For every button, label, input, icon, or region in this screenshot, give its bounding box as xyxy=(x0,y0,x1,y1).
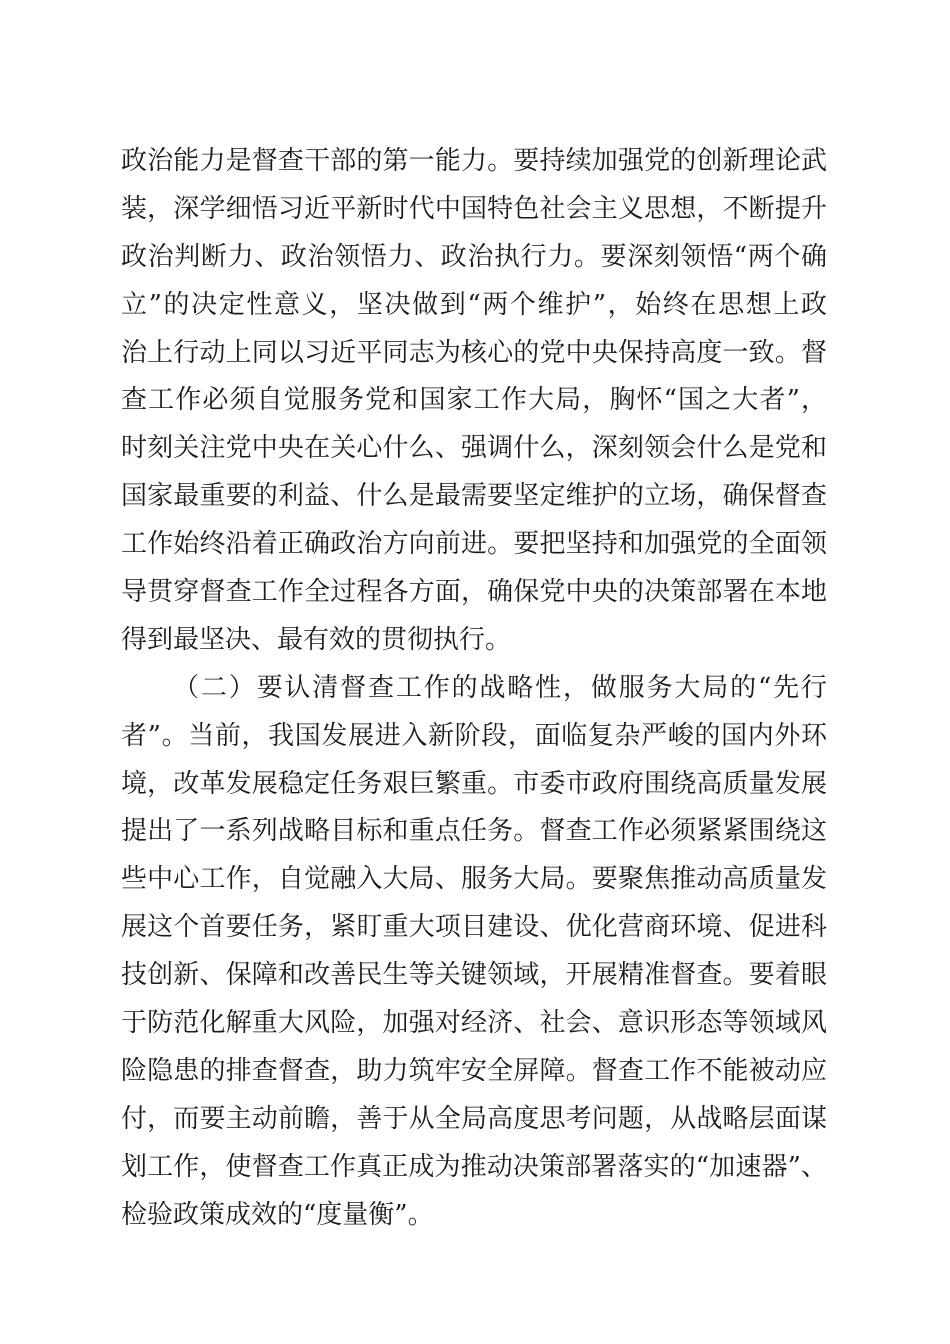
text-line: 国家最重要的利益、什么是最需要坚定维护的立场，确保督查 xyxy=(121,481,827,512)
text-line: 查工作必须自觉服务党和国家工作大局，胸怀“国之大者”， xyxy=(121,385,827,416)
text-line: 治上行动上同以习近平同志为核心的党中央保持高度一致。督 xyxy=(121,337,827,368)
text-line: 境，改革发展稳定任务艰巨繁重。市委市政府围绕高质量发展 xyxy=(121,768,827,799)
text-line: 险隐患的排查督查，助力筑牢安全屏障。督查工作不能被动应 xyxy=(121,1055,827,1086)
section-heading-line: （二）要认清督查工作的战略性，做服务大局的“先行 xyxy=(173,672,827,703)
body-text xyxy=(121,138,827,1239)
text-line: 展这个首要任务，紧盯重大项目建设、优化营商环境、促进科 xyxy=(121,912,827,943)
text-line: 时刻关注党中央在关心什么、强调什么，深刻领会什么是党和 xyxy=(121,433,827,464)
text-line: 提出了一系列战略目标和重点任务。督查工作必须紧紧围绕这 xyxy=(121,816,827,847)
text-line: 导贯穿督查工作全过程各方面，确保党中央的决策部署在本地 xyxy=(121,577,827,608)
text-line: 划工作，使督查工作真正成为推动决策部署落实的“加速器”、 xyxy=(121,1151,827,1182)
text-line: 政治能力是督查干部的第一能力。要持续加强党的创新理论武 xyxy=(121,146,827,176)
text-line: 政治判断力、政治领悟力、政治执行力。要深刻领悟“两个确 xyxy=(121,241,827,272)
text-line: 立”的决定性意义，坚决做到“两个维护”，始终在思想上政 xyxy=(121,289,827,320)
text-line: 技创新、保障和改善民生等关键领域，开展精准督查。要着眼 xyxy=(121,960,827,991)
text-line: 付，而要主动前瞻，善于从全局高度思考问题，从战略层面谋 xyxy=(121,1103,827,1134)
text-line: 些中心工作，自觉融入大局、服务大局。要聚焦推动高质量发 xyxy=(121,864,827,895)
text-line: 检验政策成效的“度量衡”。 xyxy=(121,1199,434,1230)
text-line: 者”。当前，我国发展进入新阶段，面临复杂严峻的国内外环 xyxy=(121,720,827,751)
text-line: 装，深学细悟习近平新时代中国特色社会主义思想，不断提升 xyxy=(121,193,827,224)
text-line: 得到最坚决、最有效的贯彻执行。 xyxy=(121,624,512,655)
text-line: 工作始终沿着正确政治方向前进。要把坚持和加强党的全面领 xyxy=(121,529,827,560)
text-line: 于防范化解重大风险，加强对经济、社会、意识形态等领域风 xyxy=(121,1008,827,1039)
